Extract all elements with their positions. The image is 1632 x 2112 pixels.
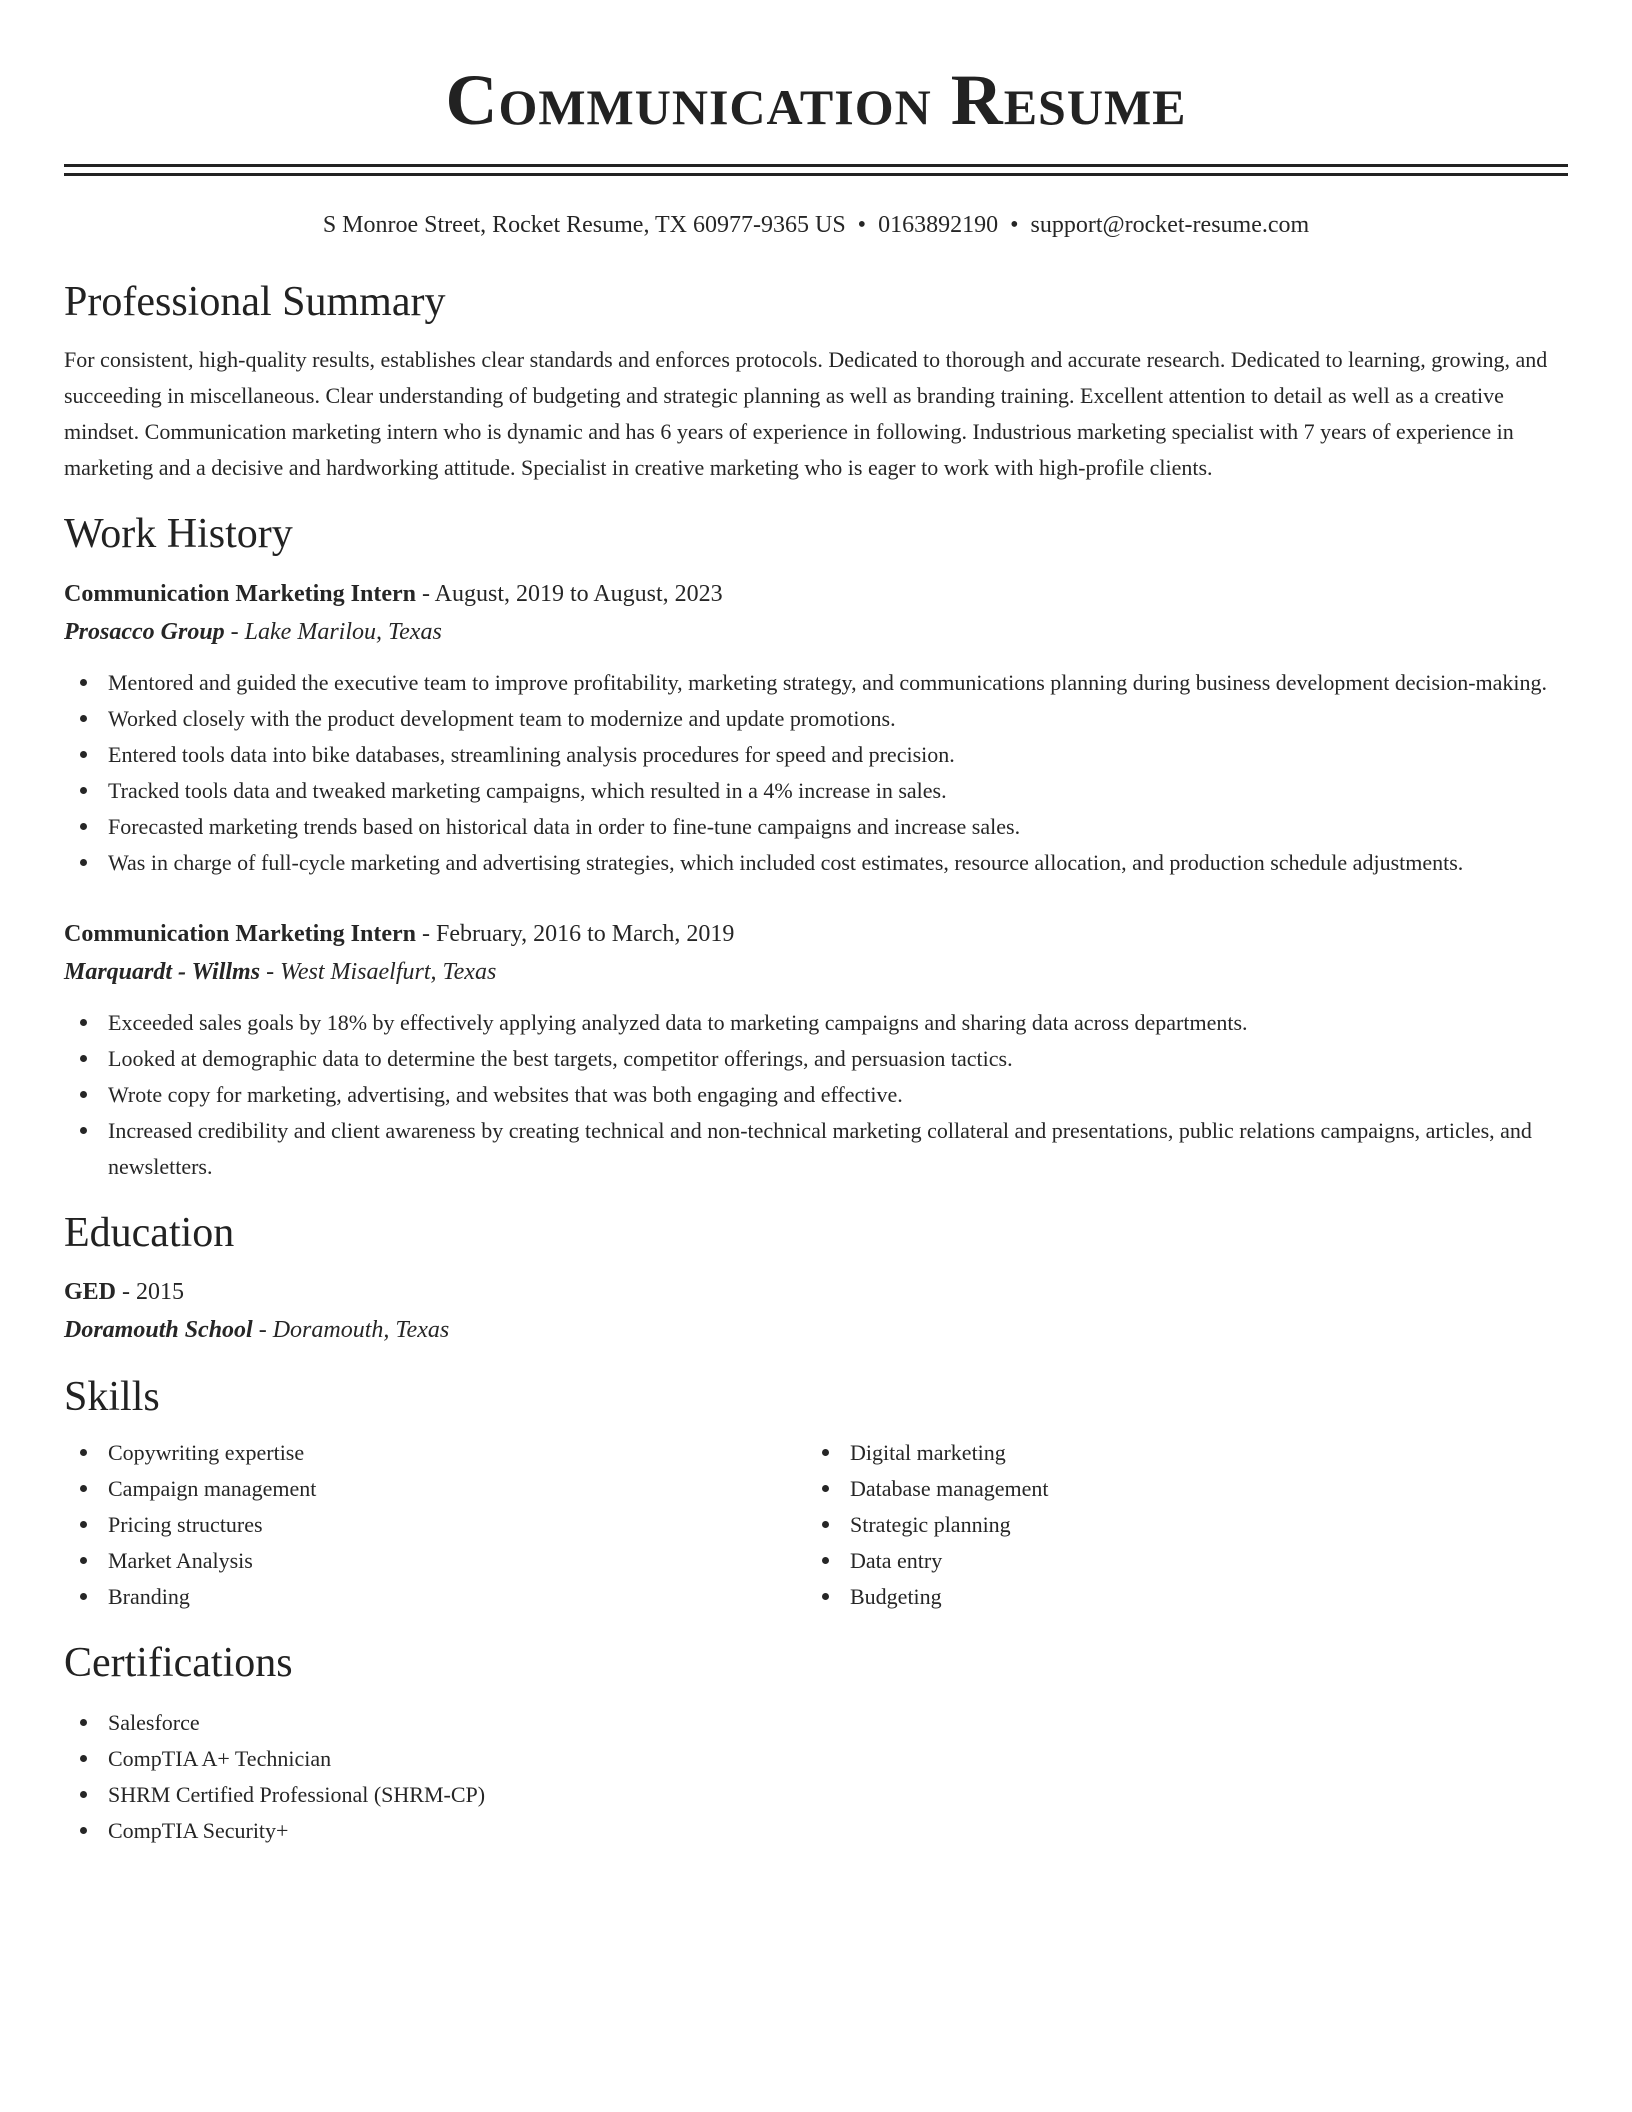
bullet-dot [80, 859, 87, 866]
bullet-dot [80, 1091, 87, 1098]
title-divider-bottom [64, 173, 1568, 176]
contact-phone: 0163892190 [878, 212, 999, 238]
list-item: Worked closely with the product development team to modernize and update promotions. [64, 701, 1568, 737]
title-divider-top [64, 164, 1568, 167]
list-item: Market Analysis [64, 1543, 806, 1579]
skills-list-right [806, 1435, 1548, 1615]
degree-line: GED - 2015 [64, 1279, 185, 1305]
school-location: Doramouth, Texas [272, 1317, 450, 1343]
list-item: Forecasted marketing trends based on historical data in order to fine-tune campaigns and increase sales. [64, 809, 1568, 845]
contact-separator: • [1010, 212, 1019, 238]
list-item: Mentored and guided the executive team to improve profitability, marketing strategy, and communications planning during business development decision-making. [64, 665, 1568, 701]
job-bullets [64, 665, 1568, 881]
bullet-dot [80, 1127, 87, 1134]
bullet-dot [80, 1719, 87, 1726]
skills-list-left [64, 1435, 806, 1615]
summary-text: For consistent, high-quality results, establishes clear standards and enforces protocols. Dedicated to thorough and accurate research. Dedicated to learning, growing, and succeeding in miscellaneous. Clear understanding of budgeting and strategic planning as well as branding training. Excellent attention to detail as well as a creative mindset. Communication marketing intern who is dynamic and has 6 years of experience in following. Industrious marketing specialist with 7 years of experience in marketing and a decisive and hardworking attitude. Specialist in creative marketing who is eager to work with high-profile clients. [64, 347, 1548, 480]
certifications-list [64, 1705, 1568, 1849]
list-item: Wrote copy for marketing, advertising, and websites that was both engaging and effective. [64, 1077, 1568, 1113]
skills-columns [64, 1435, 1568, 1615]
summary-heading: Professional Summary [64, 279, 446, 325]
list-item: Campaign management [64, 1471, 806, 1507]
bullet-dot [80, 1019, 87, 1026]
school-line: Doramouth School - Doramouth, Texas [64, 1317, 450, 1343]
company-line: Prosacco Group - Lake Marilou, Texas [64, 619, 442, 645]
list-item: Pricing structures [64, 1507, 806, 1543]
list-item: Entered tools data into bike databases, streamlining analysis procedures for speed and precision. [64, 737, 1568, 773]
bullet-dot [80, 1557, 87, 1564]
list-item: Salesforce [64, 1705, 1568, 1741]
resume-title: Communication Resume [445, 60, 1187, 140]
list-item: Digital marketing [806, 1435, 1548, 1471]
list-item: Looked at demographic data to determine the best targets, competitor offerings, and persuasion tactics. [64, 1041, 1568, 1077]
list-item: Data entry [806, 1543, 1548, 1579]
bullet-dot [80, 1791, 87, 1798]
education-heading: Education [64, 1210, 235, 1256]
degree: GED [64, 1279, 117, 1305]
bullet-dot [822, 1593, 829, 1600]
company-location: West Misaelfurt, Texas [280, 959, 497, 985]
list-item: SHRM Certified Professional (SHRM-CP) [64, 1777, 1568, 1813]
company-location: Lake Marilou, Texas [244, 619, 442, 645]
bullet-dot [80, 715, 87, 722]
list-item: Tracked tools data and tweaked marketing campaigns, which resulted in a 4% increase in sales. [64, 773, 1568, 809]
list-item: Branding [64, 1579, 806, 1615]
company-line: Marquardt - Willms - West Misaelfurt, Texas [64, 959, 497, 985]
list-item: Budgeting [806, 1579, 1548, 1615]
bullet-dot [80, 1055, 87, 1062]
job-title: Communication Marketing Intern [64, 921, 416, 947]
contact-line [64, 210, 1568, 240]
list-item: Exceeded sales goals by 18% by effectively applying analyzed data to marketing campaigns and sharing data across departments. [64, 1005, 1568, 1041]
list-item: CompTIA Security+ [64, 1813, 1568, 1849]
job-dates: February, 2016 to March, 2019 [435, 921, 735, 947]
job-title-line: Communication Marketing Intern - August, 2019 to August, 2023 [64, 581, 723, 607]
bullet-dot [822, 1521, 829, 1528]
list-item: Database management [806, 1471, 1548, 1507]
bullet-dot [80, 823, 87, 830]
list-item: CompTIA A+ Technician [64, 1741, 1568, 1777]
bullet-dot [822, 1557, 829, 1564]
bullet-dot [80, 787, 87, 794]
contact-separator: • [857, 212, 867, 238]
list-item: Was in charge of full-cycle marketing and advertising strategies, which included cost estimates, resource allocation, and production schedule adjustments. [64, 845, 1568, 881]
bullet-dot [822, 1449, 829, 1456]
education-entry [64, 1273, 1568, 1349]
job-entry [64, 575, 1568, 881]
job-entry [64, 915, 1568, 1185]
bullet-dot [80, 1827, 87, 1834]
contact-address: S Monroe Street, Rocket Resume, TX 60977-9365 US [322, 212, 846, 238]
job-title-line: Communication Marketing Intern - February, 2016 to March, 2019 [64, 921, 735, 947]
company-name: Marquardt - Willms [64, 959, 261, 985]
bullet-dot [80, 1521, 87, 1528]
bullet-dot [80, 679, 87, 686]
list-item: Strategic planning [806, 1507, 1548, 1543]
list-item: Copywriting expertise [64, 1435, 806, 1471]
skills-heading: Skills [64, 1374, 160, 1420]
bullet-dot [80, 1485, 87, 1492]
resume-page [64, 0, 1568, 1849]
list-item: Increased credibility and client awareness by creating technical and non-technical marketing collateral and presentations, public relations campaigns, articles, and newsletters. [64, 1113, 1568, 1185]
certifications-heading: Certifications [64, 1640, 293, 1686]
work-history-heading: Work History [64, 511, 293, 557]
bullet-dot [80, 751, 87, 758]
bullet-dot [80, 1755, 87, 1762]
job-dates: August, 2019 to August, 2023 [434, 581, 723, 607]
school-name: Doramouth School [64, 1317, 253, 1343]
degree-year: 2015 [136, 1279, 185, 1305]
company-name: Prosacco Group [64, 619, 225, 645]
job-title: Communication Marketing Intern [64, 581, 416, 607]
job-bullets [64, 1005, 1568, 1185]
bullet-dot [80, 1593, 87, 1600]
bullet-dot [822, 1485, 829, 1492]
contact-email: support@rocket-resume.com [1030, 212, 1310, 238]
bullet-dot [80, 1449, 87, 1456]
